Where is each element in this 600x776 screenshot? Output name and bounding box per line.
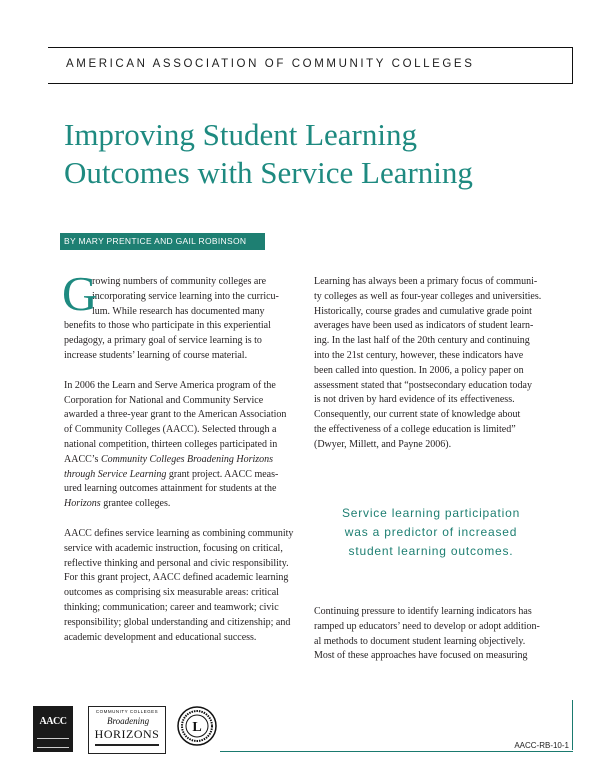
- p2-line-2: awarded a three-year grant to the American Association: [64, 409, 287, 421]
- p2-line-3: of Community Colleges (AACC). Selected through a: [64, 424, 277, 436]
- paragraph-2: [64, 379, 298, 512]
- c2-line-2: Historically, course grades and cumulative grade point: [314, 305, 532, 317]
- p3-line-3: For this grant project, AACC defined academic learning: [64, 572, 289, 584]
- p1-line-5: increase students’ learning of course material.: [64, 349, 248, 361]
- p2-text-a: AACC’s: [64, 453, 101, 465]
- aacc-logo-text: AACC: [39, 716, 67, 727]
- c2-line-1: ty colleges as well as four-year colleges and universities.: [314, 290, 542, 302]
- title-line-2: Outcomes with Service Learning: [64, 155, 473, 190]
- footer-rule-vertical: [572, 700, 573, 750]
- p3-line-6: responsibility; global understanding and citizenship; and: [64, 616, 291, 628]
- c2b-line-3: Most of these approaches have focused on measuring: [314, 650, 528, 662]
- p2-italic-2: through Service Learning: [64, 468, 167, 480]
- p3-line-1: service with academic instruction, focusing on critical,: [64, 542, 283, 554]
- header-rule-bottom: [48, 83, 573, 84]
- aacc-logo: [33, 706, 73, 752]
- c2-line-11: (Dwyer, Millett, and Payne 2006).: [314, 438, 452, 450]
- pull-quote-line-2: student learning outcomes.: [348, 544, 514, 558]
- p2-line-4: national competition, thirteen colleges participated in: [64, 438, 278, 450]
- column-1: [62, 266, 298, 645]
- c2-line-3: averages have been used as indicators of student learn-: [314, 320, 534, 332]
- pull-quote-line-0: Service learning participation: [341, 506, 521, 520]
- paragraph-3: [64, 527, 298, 645]
- p2-line-7: ured learning outcomes attainment for students at the: [64, 483, 277, 495]
- p2-line-8: [64, 497, 298, 512]
- report-id: AACC-RB-10-1: [514, 741, 569, 750]
- c2-line-0: Learning has always been a primary focus of communi-: [314, 276, 538, 287]
- c2b-line-0: Continuing pressure to identify learning indicators has: [314, 606, 532, 617]
- header-rule-right: [572, 47, 573, 83]
- p2-line-0: In 2006 the Learn and Serve America program of the: [64, 379, 276, 391]
- c2-line-8: is not driven by hard evidence of its effectiveness.: [314, 394, 515, 406]
- p3-line-7: academic development and educational success.: [64, 631, 257, 643]
- p2-text-d: grantee colleges.: [100, 498, 171, 510]
- bh-logo-script: Broadening: [107, 716, 150, 726]
- footer-rule-bottom: [220, 751, 573, 752]
- learn-and-serve-seal: [177, 706, 217, 746]
- aacc-logo-bars: [37, 738, 69, 748]
- seal-letter: L: [192, 720, 202, 735]
- pull-quote: [314, 504, 548, 561]
- c2b-line-1: ramped up educators’ need to develop or adopt addition-: [314, 620, 540, 632]
- c2-line-4: ing. In the last half of the 20th century and continuing: [314, 335, 530, 347]
- organization-name: AMERICAN ASSOCIATION OF COMMUNITY COLLEGES: [66, 58, 475, 70]
- header-rule-top: [48, 47, 573, 48]
- p1-line-0: rowing numbers of community colleges are: [92, 276, 267, 287]
- p2-italic-3: Horizons: [64, 498, 101, 510]
- p3-line-4: outcomes as comprising six measurable areas: critical: [64, 587, 279, 599]
- p3-line-0: AACC defines service learning as combining community: [64, 527, 294, 539]
- p1-line-4: pedagogy, a primary goal of service learning is to: [64, 335, 262, 347]
- p1-line-3: benefits to those who participate in this experiential: [64, 320, 271, 332]
- paragraph-1: [62, 266, 298, 364]
- seal-graphic: [177, 706, 217, 746]
- pull-quote-line-1: was a predictor of increased: [344, 525, 518, 539]
- page-title: [64, 116, 473, 192]
- p3-line-5: thinking; communication; career and teamwork; civic: [64, 601, 279, 613]
- bh-logo-top: COMMUNITY COLLEGES: [95, 709, 159, 714]
- bh-logo-rule: [95, 744, 159, 746]
- title-line-1: Improving Student Learning: [64, 117, 417, 152]
- p2-line-1: Corporation for National and Community Service: [64, 394, 264, 406]
- p2-line-6: [64, 468, 298, 483]
- c2-line-5: into the 21st century, however, these indicators have: [314, 349, 524, 361]
- c2-line-6: been called into question. In 2006, a policy paper on: [314, 364, 524, 376]
- c2-line-10: the effectiveness of a college education is limited”: [314, 423, 516, 435]
- p2-line-5: [64, 453, 298, 468]
- p1-line-1: incorporating service learning into the curricu-: [92, 290, 279, 302]
- byline: BY MARY PRENTICE AND GAIL ROBINSON: [64, 236, 247, 246]
- broadening-horizons-logo: [88, 706, 166, 754]
- c2b-line-2: al methods to document student learning objectively.: [314, 635, 526, 647]
- c2-line-7: assessment stated that “postsecondary education today: [314, 379, 532, 391]
- column-2-bottom: [314, 605, 548, 664]
- column-2-top: [314, 275, 548, 453]
- p2-italic-1: Community Colleges Broadening Horizons: [100, 453, 274, 465]
- p2-text-b: grant project. AACC meas-: [166, 468, 279, 480]
- c2-line-9: Consequently, our current state of knowledge about: [314, 409, 521, 421]
- bh-logo-main: HORIZONS: [94, 727, 160, 741]
- p1-line-2: lum. While research has documented many: [92, 305, 265, 317]
- drop-cap: G: [62, 266, 98, 321]
- p3-line-2: reflective thinking and personal and civic responsibility.: [64, 557, 289, 569]
